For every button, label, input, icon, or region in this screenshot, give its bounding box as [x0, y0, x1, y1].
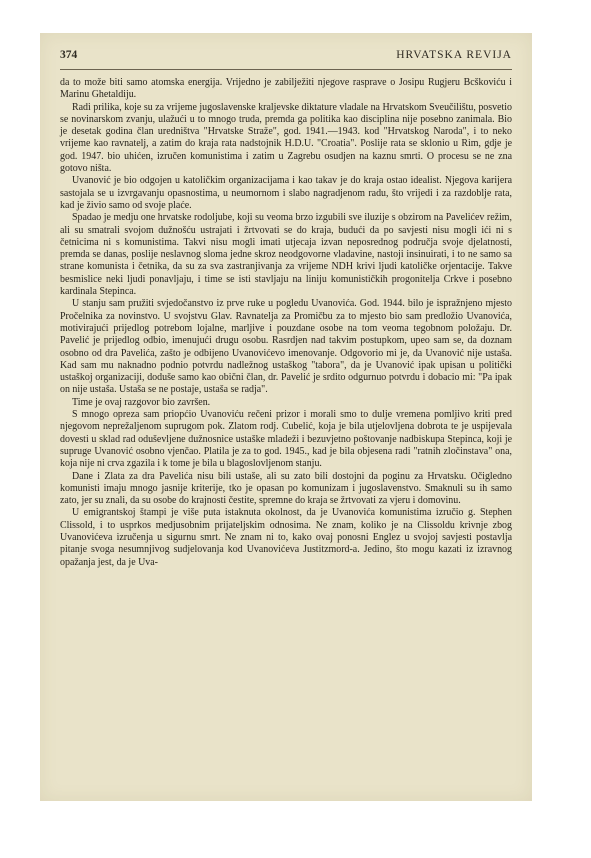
paragraph-3: Uvanović je bio odgojen u katoličkim organizacijama i kao takav je do kraja ostao idealist. Njegova karijera sastojala se u izvrgavanju opasnostima, u neumornom i slabo nagradjenom radu, što vrijedi i za razdoblje rata, kad je živio samo od svoje plaće.: [60, 175, 512, 211]
article-body: [60, 77, 512, 569]
paragraph-7: S mnogo opreza sam priopćio Uvanoviću rečeni prizor i morali smo to dulje vremena pomljivo kriti pred njegovom neprežaljenom suprugom pok. Zlatom rodj. Cubelić, koja je bila utjelovljena dobrota te je uspijevala dovesti u sklad rad oduševljene dužnosnice ustaške mladeži i bezuvjetno poštovanje nadbiskupa Stepinca, koji je supruge Uvanović osobno vjenčao. Platila je za to god. 1945., kad je bila objesena radi "ratnih zločinstava" ona, koja nije ni crva zgazila i k tome je bila u blagoslovljenom stanju.: [60, 409, 512, 470]
paragraph-9: U emigrantskoj štampi je više puta istaknuta okolnost, da je Uvanovića komunistima izručio g. Stephen Clissold, i to usprkos medjusobnim prijateljskim odnosima. Ne znam, koliko je na Clissoldu krivnje zbog Uvanovićeva izručenja u sigurnu smrt. Ne znam ni to, kako ovaj ponosni Englez u svojoj savjesti postavlja pitanje svoga nesumnjivog sudjelovanja kod Uvanovićeva Justitzmord-a. Jedino, što mogu kazati iz izravnog opažanja jest, da je Uva-: [60, 507, 512, 568]
book-page: [40, 33, 532, 801]
paragraph-1: da to može biti samo atomska energija. Vrijedno je zabilježiti njegove rasprave o Josipu Rugjeru Bcškoviću i Marinu Ghetaldiju.: [60, 77, 512, 101]
paragraph-6: Time je ovaj razgovor bio završen.: [72, 396, 211, 408]
page-number: 374: [60, 49, 78, 61]
header-rule: [60, 69, 512, 70]
page-header: [60, 49, 512, 65]
paragraph-8: Dane i Zlata za dra Pavelića nisu bili ustaše, ali su zato bili dostojni da poginu za Hrvatsku. Očigledno komunisti imaju mnogo jasnije kriterije, tko je opasan po komunizam i jugoslavenstvo. Smaknuli su ih samo zato, jer su znali, da su osobe do krajnosti čestite, spremne do kraja se žrtvovati za vjeru i domovinu.: [60, 470, 512, 507]
paragraph-5: U stanju sam pružiti svjedočanstvo iz prve ruke u pogledu Uvanovića. God. 1944. bilo je ispražnjeno mjesto Pročelnika za novinstvo. U svojstvu Glav. Ravnatelja za Promičbu za to mjesto bio sam predložio Uvanovića, motivirajući prijedlog potrebom lojalne, marljive i pouzdane osobe na tom veoma tegobnom položaju. Dr. Pavelić je prijedlog odbio, imenujući drugu osobu. Rasrdjen nad takvim postupkom, upeo sam se, da doznam osobno od dra Pavelića, zašto je odbijeno Uvanovićevo imenovanje. Odgovorio mi je, da Uvanović nije ustaša. Kad sam mu naknadno podnio potvrdu nadležnog ustaškog "tabora", da je Uvanović ipak upisan u politički ustaškoj organizaciji, doduše samo kao obični član, dr. Pavelić je srdito odgurnuo potvrdu i dobacio mi: "Pa ipak on nije ustaša. Ustaša se ne postaje, ustaša se radja".: [60, 298, 512, 396]
running-title: HRVATSKA REVIJA: [396, 49, 512, 61]
paragraph-4: Spadao je medju one hrvatske rodoljube, koji su veoma brzo izgubili sve iluzije s obzirom na Pavelićev režim, ali su smatrali svojom dužnošću ustrajati i žrtvovati se do kraja, budući da po savjesti nisu mogli ići ni s četnicima ni s komunistima. Takvi nisu mogli imati utjecaja izvan neposrednog područja svoje djelatnosti, premda se danas, poslije neslavnog sloma jedne skroz neodgovorne vladavine, nastoji insinuirati, i to ne samo sa strane komunista i četnika, da su za sva zastranjivanja za vrijeme NDH krivi ljudi katoličke orjentacije. Takve besmislice neki ljudi ponavljaju, i time se isti stavljaju na liniju komunističkih progonitelja Crkve i posebno kardinala Stepinca.: [60, 212, 512, 298]
paragraph-2: Radi prilika, koje su za vrijeme jugoslavenske kraljevske diktature vladale na Hrvatskom Sveučilištu, posvetio se novinarskom zvanju, ulažući u to mnogo truda, premda ga politika kao disciplina nije posebno zanimala. Bio je desetak godina član uredništva "Hrvatske Straže", god. 1941.—1943. kod "Hrvatskog Naroda", i to neko vrijeme kao ravnatelj, a zatim do kraja rata nadstojnik H.D.U. "Croatia". Poslije rata se sklonio u Rim, gdje je god. 1947. bio uhićen, izručen komunistima i zatim u Zagrebu osudjen na kaznu smrti. O procesu se ne zna gotovo ništa.: [60, 101, 512, 175]
